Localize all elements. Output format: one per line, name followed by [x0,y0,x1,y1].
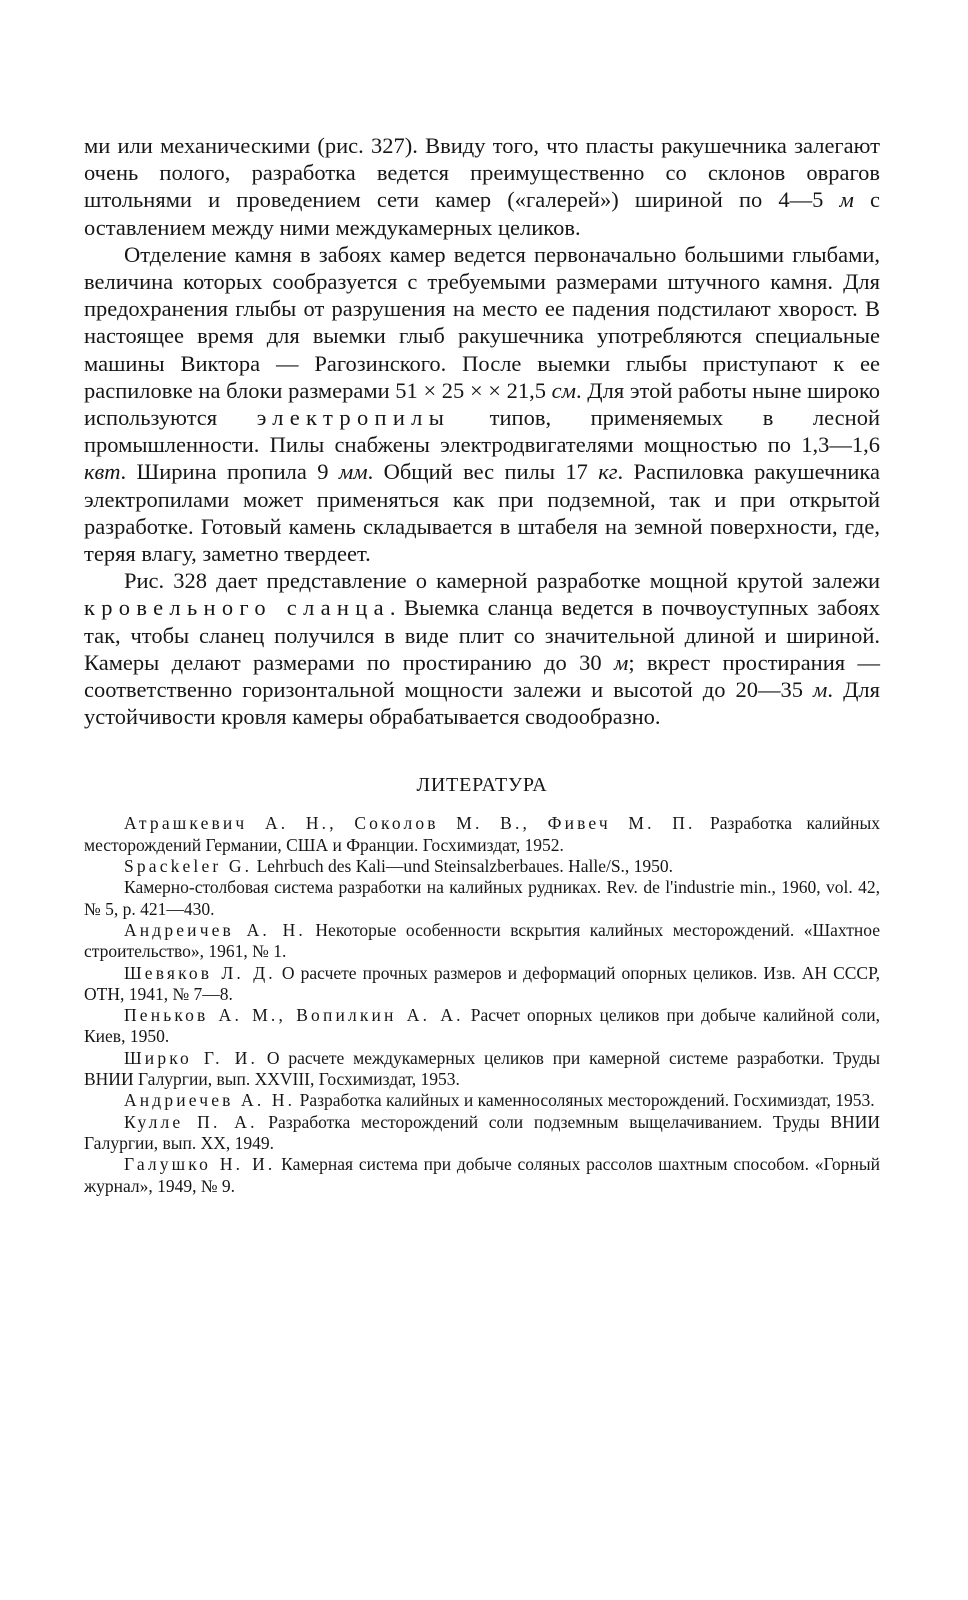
text-run: ; вкрест простирания — соответственно горизонтальной мощности залежи и высотой до 20—35 [84,649,880,703]
reference-text: Разработка калийных месторождений Германии, США и Франции. Госхимиздат, 1952. [84,813,880,855]
reference-text: Камерная система при добыче соляных рассолов шахтным способом. «Горный журнал», 1949, № 9. [84,1154,881,1196]
reference-item [84,1005,880,1048]
reference-author: Шевяков Л. Д. [124,962,276,983]
reference-item [84,813,880,856]
reference-author: Андреичев А. Н. [124,919,306,940]
text-run: типов, применяемых в лесной промышленности. Пилы снабжены электродвигателями мощностью по 1,3—1,6 [84,405,880,458]
unit: м [813,677,828,703]
reference-text: Расчет опорных целиков при добыче калийной соли, Киев, 1950. [84,1005,880,1047]
text-run: . Распиловка ракушечника электропилами может применяться как при подземной, так и при открытой разработке. Готовый камень складывается в штабеля на земной поверхности, где, теряя влагу, заметно твердеет. [84,459,881,567]
reference-author: Атрашкевич А. Н., Соколов М. В., Фивеч М. П. [124,813,696,834]
text-run: . Ширина пропила 9 [120,459,339,485]
unit: кг [598,459,618,485]
reference-text: Lehrbuch des Kali—und Steinsalzberbaues. Halle/S., 1950. [252,856,674,877]
paragraph-1 [84,132,880,241]
reference-text: Некоторые особенности вскрытия калийных месторождений. «Шахтное строительство», 1961, № 1. [84,919,880,962]
reference-author: Кулле П. А. [124,1111,258,1132]
reference-text: Разработка калийных и каменносоляных месторождений. Госхимиздат, 1953. [295,1090,875,1111]
reference-item [84,1048,880,1091]
text-run: . Для этой работы ныне широко используются [84,377,880,431]
text-run: . Для устойчивости кровля камеры обрабатывается сводообразно. [84,677,880,730]
reference-text: Камерно-столбовая система разработки на калийных рудниках. Rev. de l'industrie min., 1960, vol. 42, № 5, p. 421—430. [84,877,880,919]
reference-item [84,1090,880,1111]
reference-item [84,877,880,920]
text-run: . Выемка сланца ведется в почвоуступных забоях так, чтобы сланец получился в виде плит со значительной длиной и шириной. Камеры делают размерами по простиранию до 30 [84,595,881,675]
reference-text: О расчете прочных размеров и деформаций опорных целиков. Изв. АН СССР, ОТН, 1941, № 7—8. [84,962,881,1004]
unit: м [839,187,854,213]
literature-heading: ЛИТЕРАТУРА [416,774,548,797]
reference-text: О расчете междукамерных целиков при камерной системе разработки. Труды ВНИИ Галургии, вып. XXVIII, Госхимиздат, 1953. [84,1047,880,1090]
reference-author: Андриечев А. Н. [124,1090,296,1111]
spaced-term: кровельного сланца [84,595,390,621]
reference-item [84,1112,880,1155]
spaced-term: электропилы [256,405,451,431]
unit: квт [84,459,121,485]
reference-author: Галушко Н. И. [124,1154,276,1175]
text-run: Отделение камня в забоях камер ведется первоначально большими глыбами, величина которых сообразуется с требуемыми размерами штучного камня. Для предохранения глыбы от разрушения на место ее падения подстилают хворост. В настоящее время для выемки глыб ракушечника употребляются специальные машины Виктора — Рагозинского. После выемки глыбы приступают к ее распиловке на блоки размерами 51 × 25 × × 21,5 [84,241,880,403]
text-run: . Общий вес пилы 17 [367,459,599,485]
text-run: с оставлением между ними междукамерных целиков. [84,187,880,240]
unit: см [551,377,577,403]
page-body [84,132,880,1197]
paragraph-2 [84,241,880,567]
unit: м [613,649,629,675]
reference-author: Пеньков А. М., Вопилкин А. А. [124,1005,464,1026]
unit: мм [338,459,368,485]
reference-item [84,920,880,963]
reference-item [84,963,880,1006]
reference-author: Ширко Г. И. [124,1047,259,1068]
reference-item [84,1154,880,1197]
text-run: Рис. 328 дает представление о камерной разработке мощной крутой залежи [124,568,880,594]
reference-item [84,856,880,877]
reference-list [84,813,880,1196]
reference-author: Spackeler G. [124,856,253,877]
reference-text: Разработка месторождений соли подземным выщелачиванием. Труды ВНИИ Галургии, вып. XX, 1949. [84,1111,880,1153]
text-run: ми или механическими (рис. 327). Ввиду того, что пласты ракушечника залегают очень полого, разработка ведется преимущественно со склонов оврагов штольнями и проведением сети камер («галерей») шириной по 4—5 [84,133,880,213]
paragraph-3 [84,567,880,730]
